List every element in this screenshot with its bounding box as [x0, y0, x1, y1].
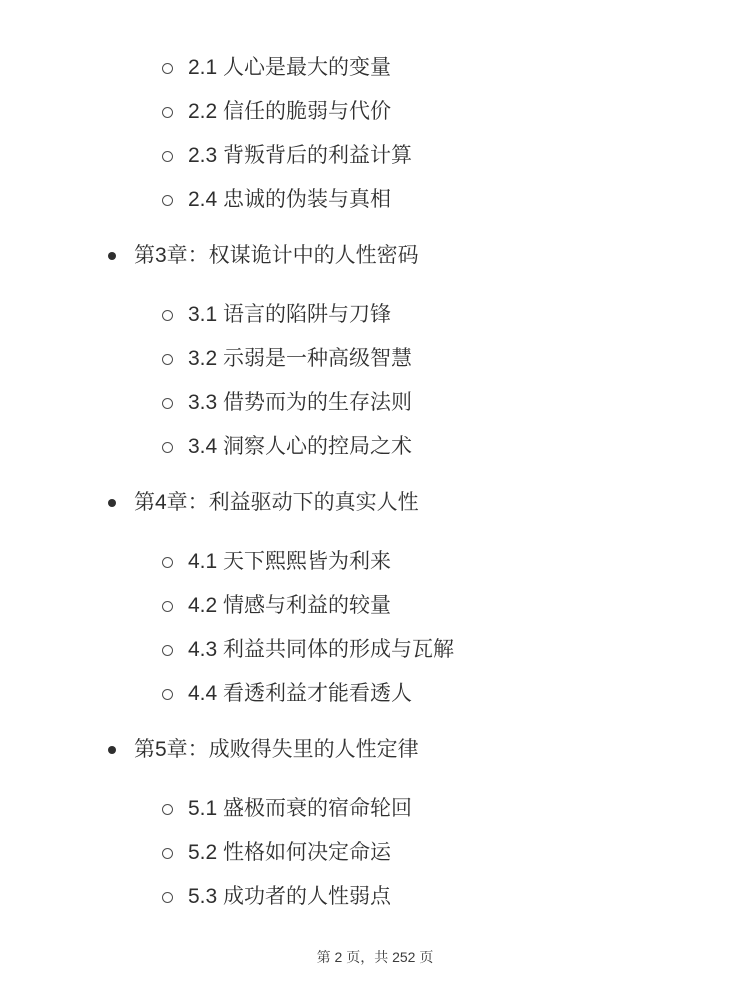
toc-chapter-item: 第3章：权谋诡计中的人性密码	[0, 234, 750, 278]
toc-sub-item: 5.2 性格如何决定命运	[0, 831, 750, 875]
toc-sub-item: 5.1 盛极而衰的宿命轮回	[0, 787, 750, 831]
toc-sub-item: 2.1 人心是最大的变量	[0, 46, 750, 90]
toc-sub-item: 4.1 天下熙熙皆为利来	[0, 540, 750, 584]
toc-sub-item: 2.3 背叛背后的利益计算	[0, 134, 750, 178]
toc-chapter-item: 第4章：利益驱动下的真实人性	[0, 481, 750, 525]
toc-sub-item: 2.2 信任的脆弱与代价	[0, 90, 750, 134]
toc-sub-group	[0, 46, 750, 222]
toc-sub-item: 3.2 示弱是一种高级智慧	[0, 337, 750, 381]
toc-chapter-item: 第5章：成败得失里的人性定律	[0, 728, 750, 772]
toc-sub-group	[0, 787, 750, 919]
toc-sub-item: 5.3 成功者的人性弱点	[0, 875, 750, 919]
page-footer: 第 2 页，共 252 页	[316, 949, 434, 965]
toc-sub-item: 3.3 借势而为的生存法则	[0, 381, 750, 425]
toc-sub-item: 3.4 洞察人心的控局之术	[0, 425, 750, 469]
toc-sub-item: 4.3 利益共同体的形成与瓦解	[0, 628, 750, 672]
toc-sub-item: 4.4 看透利益才能看透人	[0, 672, 750, 716]
toc-sub-group	[0, 293, 750, 469]
toc-sub-item: 3.1 语言的陷阱与刀锋	[0, 293, 750, 337]
toc-sub-item: 2.4 忠诚的伪装与真相	[0, 178, 750, 222]
toc-sub-item: 4.2 情感与利益的较量	[0, 584, 750, 628]
toc-sub-group	[0, 540, 750, 716]
